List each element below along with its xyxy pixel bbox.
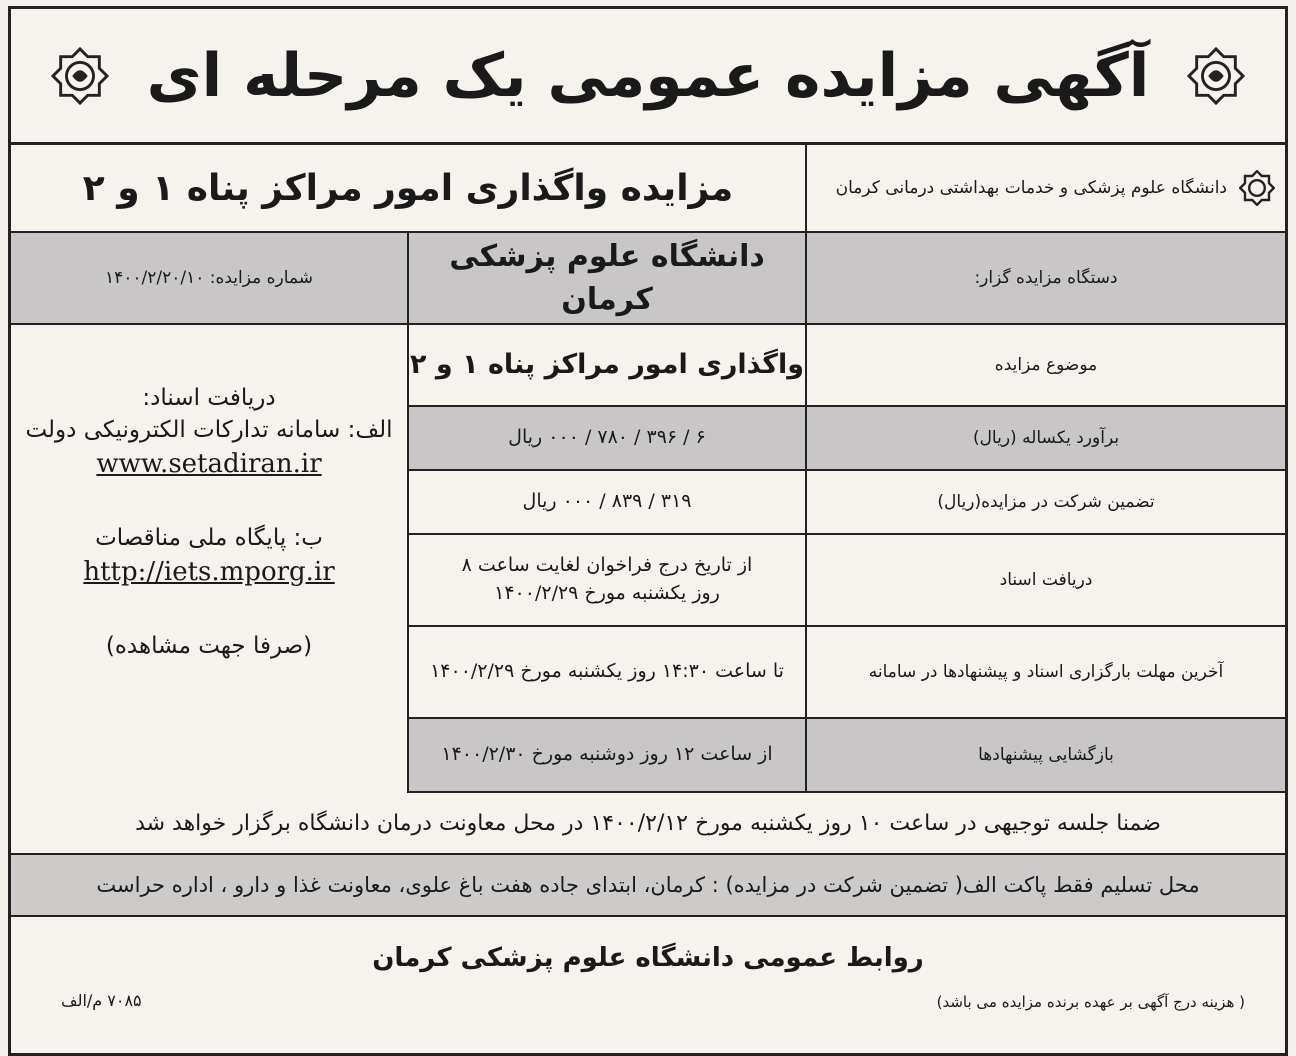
- organization-label: دانشگاه علوم پزشکی و خدمات بهداشتی درمانی کرمان: [835, 178, 1227, 198]
- notice-header: [11, 9, 1285, 145]
- row-label: تضمین شرکت در مزایده(ریال): [937, 492, 1155, 512]
- briefing-note: ضمنا جلسه توجیهی در ساعت ۱۰ روز یکشنبه مورخ ۱۴۰۰/۲/۱۲ در محل معاونت درمان دانشگاه برگزار خواهد شد: [11, 793, 1285, 855]
- documents-heading: دریافت اسناد:: [142, 385, 276, 411]
- university-emblem-icon: [51, 47, 109, 105]
- table-row: [407, 719, 1285, 793]
- row-label: آخرین مهلت بارگزاری اسناد و پیشنهادها در سامانه: [868, 662, 1224, 682]
- row-value: دانشگاه علوم پزشکی کرمان: [407, 233, 807, 323]
- view-only-note: (صرفا جهت مشاهده): [105, 633, 313, 659]
- cost-note: ( هزینه درج آگهی بر عهده برنده مزایده می باشد): [936, 993, 1245, 1011]
- row-value: تا ساعت ۱۴:۳۰ روز یکشنبه مورخ ۱۴۰۰/۲/۲۹: [407, 627, 807, 717]
- notice-title: آگهی مزایده عمومی یک مرحله ای: [146, 40, 1150, 111]
- table-row: [407, 627, 1285, 719]
- row-value: واگذاری امور مراکز پناه ۱ و ۲: [407, 325, 807, 405]
- row-label: بازگشایی پیشنهادها: [978, 745, 1114, 765]
- row-value-line: روز یکشنبه مورخ ۱۴۰۰/۲/۲۹: [494, 582, 720, 604]
- notice-subheader: [11, 145, 1285, 233]
- organization-name: [807, 145, 1285, 231]
- university-emblem-icon: [1187, 47, 1245, 105]
- row-label: برآورد یکساله (ریال): [972, 428, 1120, 448]
- table-row: [407, 535, 1285, 627]
- row-value: ۶ / ۳۹۶ / ۷۸۰ / ۰۰۰ ریال: [407, 407, 807, 469]
- setadiran-link[interactable]: www.setadiran.ir: [96, 449, 322, 479]
- notice-code: ۷۰۸۵ م/الف: [61, 991, 142, 1010]
- table-row: [407, 325, 1285, 407]
- table-row: [407, 407, 1285, 471]
- documents-source-a: الف: سامانه تدارکات الکترونیکی دولت: [25, 417, 393, 443]
- row-label: موضوع مزایده: [994, 355, 1098, 375]
- row-label: دستگاه مزایده گزار:: [974, 268, 1118, 288]
- auction-subject-title: مزایده واگذاری امور مراکز پناه ۱ و ۲: [11, 145, 807, 231]
- table-row: [407, 471, 1285, 535]
- row-value: [407, 535, 807, 625]
- university-emblem-icon: [1239, 170, 1275, 206]
- row-label: دریافت اسناد: [999, 570, 1093, 590]
- auction-number: شماره مزایده: ۱۴۰۰/۲/۲۰/۱۰: [11, 233, 407, 325]
- row-value: از ساعت ۱۲ روز دوشنبه مورخ ۱۴۰۰/۲/۳۰: [407, 719, 807, 791]
- delivery-note: محل تسلیم فقط پاکت الف( تضمین شرکت در مزایده) : کرمان، ابتدای جاده هفت باغ علوی، معاونت غذا و دارو ، اداره حراست: [11, 855, 1285, 917]
- row-value: ۳۱۹ / ۸۳۹ / ۰۰۰ ریال: [407, 471, 807, 533]
- row-value-line: از تاریخ درج فراخوان لغایت ساعت ۸: [461, 554, 753, 577]
- public-relations-signature: روابط عمومی دانشگاه علوم پزشکی کرمان: [372, 943, 924, 973]
- documents-panel: [11, 325, 407, 793]
- iets-link[interactable]: http://iets.mporg.ir: [83, 557, 335, 587]
- table-row: [407, 233, 1285, 325]
- documents-source-b: ب: پایگاه ملی مناقصات: [95, 525, 323, 551]
- notice-frame: [8, 6, 1288, 1056]
